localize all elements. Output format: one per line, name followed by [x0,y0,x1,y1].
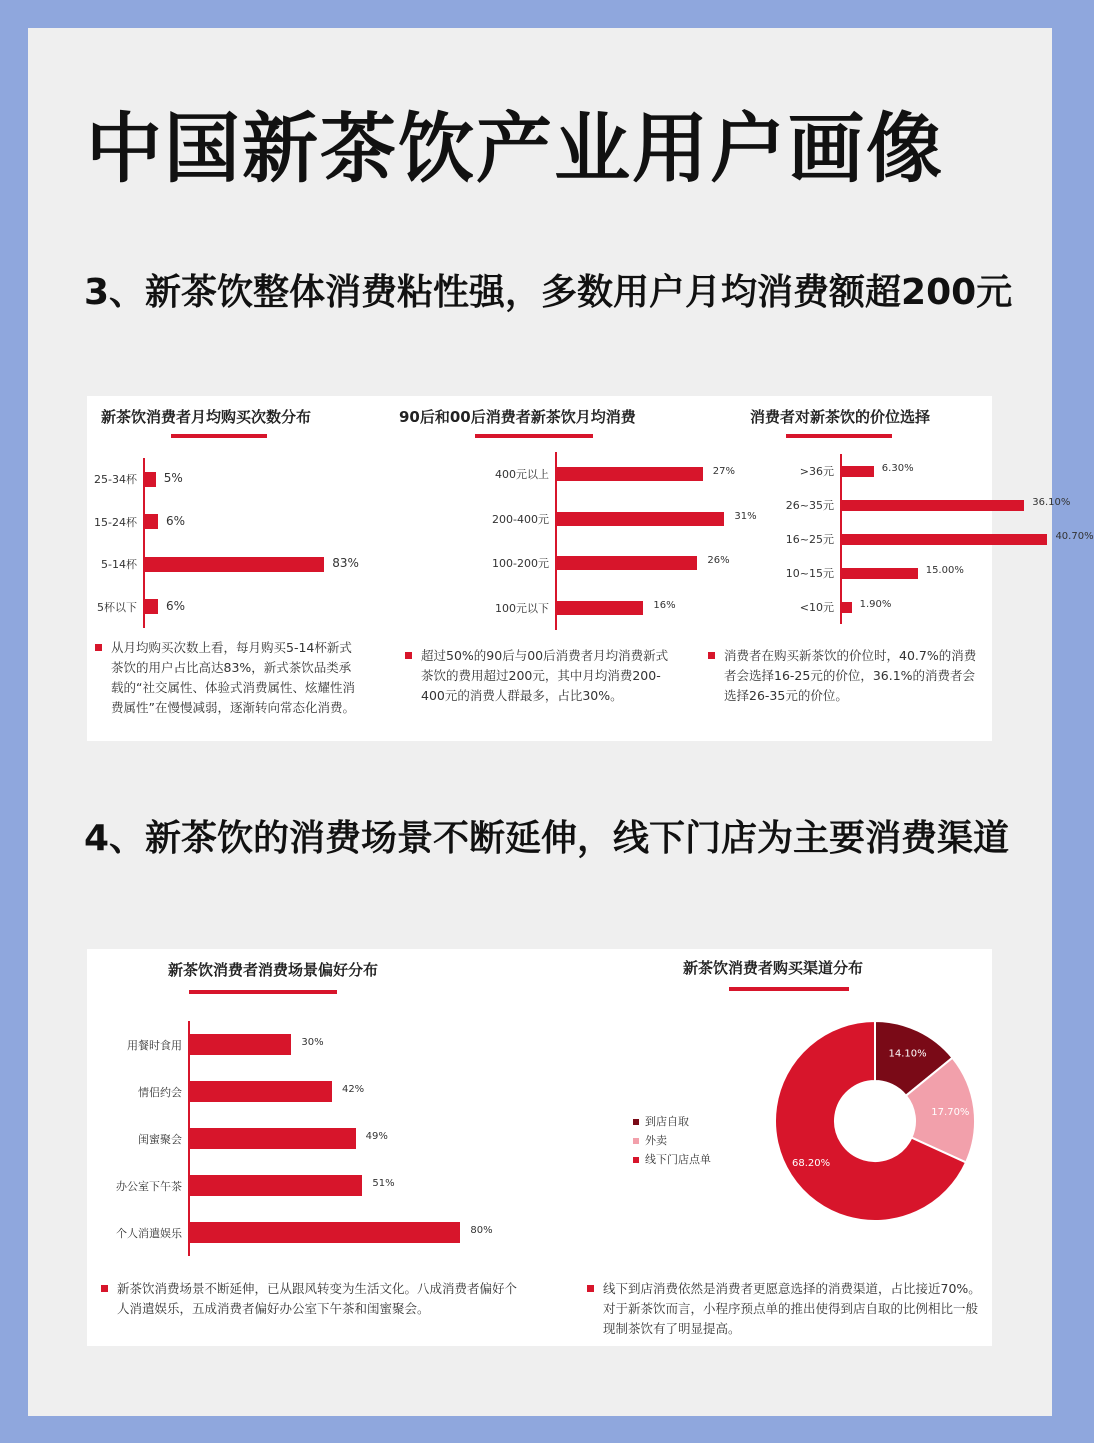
donut-chart [557,949,992,1279]
slice-value-label: 17.70% [931,1107,970,1119]
value-label: 15.00% [925,565,964,576]
bar [145,599,158,614]
category-label: 100-200元 [492,557,549,571]
category-label: 10~15元 [785,567,834,580]
category-label: 26~35元 [785,499,834,512]
category-label: 用餐时食用 [127,1038,182,1052]
value-label: 26% [707,555,730,567]
category-label: 400元以上 [495,468,549,482]
bar [190,1175,362,1196]
chart-note: 从月均购买次数上看，每月购买5-14杯新式茶饮的用户占比高达83%，新式茶饮品类承载的“社交属性、体验式消费属性、炫耀性消费属性”在慢慢减弱，逐渐转向常态化消费。 [111,638,363,718]
category-label: 5-14杯 [101,558,137,572]
value-label: 5% [163,471,183,486]
chart-title: 新茶饮消费者消费场景偏好分布 [168,961,379,979]
bar [190,1034,291,1055]
bar [190,1222,460,1243]
legend-label: 线下门店点单 [645,1153,711,1166]
page-title: 中国新茶饮产业用户画像 [86,104,944,193]
category-label: 个人消遣娱乐 [116,1226,182,1240]
value-label: 49% [365,1130,388,1142]
bar [842,466,874,477]
chart-title: 90后和00后消费者新茶饮月均消费 [399,408,636,426]
category-label: 闺蜜聚会 [138,1132,182,1146]
value-label: 42% [341,1083,365,1095]
chart-title: 新茶饮消费者月均购买次数分布 [101,408,312,426]
legend-swatch [633,1138,639,1144]
bar [842,534,1047,545]
chart-note: 新茶饮消费场景不断延伸，已从跟风转变为生活文化。八成消费者偏好个人消遣娱乐，五成消费者偏好办公室下午茶和闺蜜聚会。 [117,1279,517,1319]
value-label: 31% [734,510,757,522]
chart-title: 新茶饮消费者购买渠道分布 [683,959,864,977]
bar [190,1128,356,1149]
category-label: 15-24杯 [94,515,137,529]
category-label: 16~25元 [785,533,834,546]
bar [557,601,643,615]
bar [145,514,158,529]
value-label: 80% [470,1224,493,1236]
value-label: 1.90% [859,599,892,610]
bar [145,472,156,487]
section-3-title: 3、新茶饮整体消费粘性强，多数用户月均消费额超200元 [84,272,1013,313]
value-label: 36.10% [1032,497,1071,508]
chart-title: 消费者对新茶饮的价位选择 [750,408,931,426]
value-label: 27% [712,466,736,478]
legend-item [633,1151,711,1167]
bar [145,557,324,572]
category-label: 200-400元 [492,512,549,526]
legend-swatch [633,1119,639,1125]
legend-label: 到店自取 [645,1115,689,1128]
category-label: 情侣约会 [138,1085,182,1099]
bar [557,556,697,570]
page [28,28,1094,1416]
section-4-title: 4、新茶饮的消费场景不断延伸，线下门店为主要消费渠道 [84,818,1010,859]
value-label: 30% [301,1036,324,1048]
chart-price-choice [692,396,1094,741]
title-underline [786,434,892,438]
legend-swatch [633,1157,639,1163]
legend-item [633,1113,689,1129]
slice-value-label: 14.10% [888,1048,927,1060]
category-label: 25-34杯 [94,473,137,487]
title-underline [189,990,337,994]
bar [190,1081,332,1102]
chart-panel-top [87,396,1094,741]
value-label: 51% [372,1177,395,1189]
chart-note: 线下到店消费依然是消费者更愿意选择的消费渠道，占比接近70%。对于新茶饮而言，小程序预点单的推出使得到店自取的比例相比一般现制茶饮有了明显提高。 [603,1279,983,1339]
category-label: 5杯以下 [97,600,137,614]
value-label: 6% [165,513,185,528]
value-label: 40.70% [1055,531,1094,542]
bar [557,467,703,481]
title-underline [475,434,593,438]
chart-purchase-channels [557,949,992,1346]
chart-monthly-spend [387,396,757,741]
category-label: 办公室下午茶 [116,1179,182,1193]
bar [842,602,852,613]
bar [842,568,918,579]
chart-purchase-frequency [87,396,387,741]
chart-note: 消费者在购买新茶饮的价位时，40.7%的消费者会选择16-25元的价位，36.1%的消费者会选择26-35元的价位。 [724,646,984,706]
chart-panel-bottom [87,949,992,1346]
value-label: 6.30% [881,463,914,474]
legend-label: 外卖 [645,1134,667,1147]
category-label: <10元 [799,601,834,614]
slice-value-label: 68.20% [792,1158,831,1170]
chart-note: 超过50%的90后与00后消费者月均消费新式茶饮的费用超过200元，其中月均消费200-400元的消费人群最多，占比30%。 [421,646,671,706]
value-label: 6% [165,598,185,613]
bar [842,500,1024,511]
category-label: 100元以下 [495,601,549,615]
chart-consumption-scenes [87,949,557,1346]
value-label: 83% [332,556,359,571]
legend-item [633,1132,667,1148]
value-label: 16% [653,599,676,611]
title-underline [171,434,267,438]
category-label: >36元 [799,465,834,478]
